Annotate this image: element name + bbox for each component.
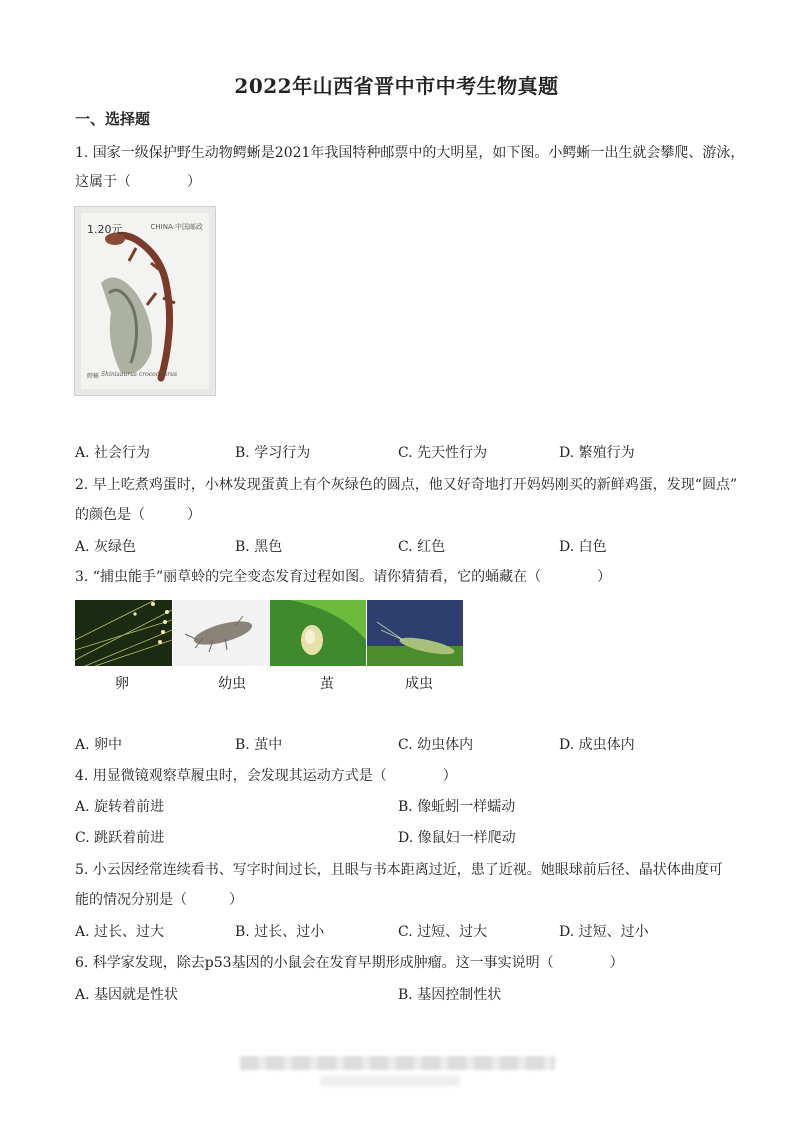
q3-option-b[interactable]: B. 茧中 bbox=[235, 737, 283, 753]
stamp-cn-name: 鳄蜥 bbox=[87, 373, 100, 380]
q3-option-a[interactable]: A. 卵中 bbox=[75, 737, 123, 753]
page-title: 2022年山西省晋中市中考生物真题 bbox=[234, 74, 559, 98]
stage-label-larva: 幼虫 bbox=[218, 676, 246, 692]
egg-photo bbox=[75, 600, 172, 666]
q5-option-c[interactable]: C. 过短、过大 bbox=[398, 924, 488, 940]
stamp-post-label: CHINA 中国邮政 bbox=[150, 223, 203, 231]
stage-label-adult: 成虫 bbox=[405, 676, 433, 692]
q5-option-d[interactable]: D. 过短、过小 bbox=[559, 924, 649, 940]
q5-text-line2: 能的情况分别是（ ） bbox=[75, 892, 243, 908]
q2-option-d[interactable]: D. 白色 bbox=[559, 539, 607, 555]
q6-text-line1: 6. 科学家发现，除去p53基因的小鼠会在发育早期形成肿瘤。这一事实说明（ ） bbox=[75, 955, 624, 971]
stage-label-cocoon: 茧 bbox=[320, 676, 334, 692]
lizard-stamp-image bbox=[74, 206, 216, 396]
footer-watermark-sub bbox=[320, 1076, 460, 1086]
footer-watermark bbox=[240, 1056, 555, 1070]
q2-text-line1: 2. 早上吃煮鸡蛋时，小林发现蛋黄上有个灰绿色的圆点，他又好奇地打开妈妈刚买的新鲜鸡蛋，发现“圆点” bbox=[75, 477, 738, 493]
larva-photo bbox=[173, 600, 269, 666]
section-heading: 一、选择题 bbox=[75, 110, 151, 128]
q2-option-a[interactable]: A. 灰绿色 bbox=[75, 539, 137, 555]
lizard-stamp-illustration bbox=[81, 213, 209, 389]
q6-option-b[interactable]: B. 基因控制性状 bbox=[398, 987, 502, 1003]
q1-text-line2: 这属于（ ） bbox=[75, 174, 201, 190]
q1-option-b[interactable]: B. 学习行为 bbox=[235, 445, 311, 461]
q2-option-c[interactable]: C. 红色 bbox=[398, 539, 446, 555]
q4-option-a[interactable]: A. 旋转着前进 bbox=[75, 799, 165, 815]
stamp-latin-name: Shinisaurus crocodilurus bbox=[101, 371, 178, 378]
q1-option-d[interactable]: D. 繁殖行为 bbox=[559, 445, 635, 461]
q5-text-line1: 5. 小云因经常连续看书、写字时间过长，且眼与书本距离过近，患了近视。她眼球前后径、晶状体曲度可 bbox=[75, 862, 723, 878]
cocoon-photo bbox=[270, 600, 366, 666]
adult-photo bbox=[367, 600, 463, 666]
stage-label-egg: 卵 bbox=[115, 676, 129, 692]
q4-option-c[interactable]: C. 跳跃着前进 bbox=[75, 830, 165, 846]
q6-option-a[interactable]: A. 基因就是性状 bbox=[75, 987, 179, 1003]
q1-option-a[interactable]: A. 社会行为 bbox=[75, 445, 151, 461]
stamp-value: 1.20元 bbox=[87, 223, 123, 236]
q4-option-d[interactable]: D. 像鼠妇一样爬动 bbox=[398, 830, 516, 846]
q3-option-d[interactable]: D. 成虫体内 bbox=[559, 737, 635, 753]
q4-text-line1: 4. 用显微镜观察草履虫时，会发现其运动方式是（ ） bbox=[75, 768, 457, 784]
q5-option-a[interactable]: A. 过长、过大 bbox=[75, 924, 165, 940]
q4-option-b[interactable]: B. 像蚯蚓一样蠕动 bbox=[398, 799, 516, 815]
q1-option-c[interactable]: C. 先天性行为 bbox=[398, 445, 488, 461]
q3-option-c[interactable]: C. 幼虫体内 bbox=[398, 737, 474, 753]
q3-text-line1: 3. “捕虫能手”丽草蛉的完全变态发育过程如图。请你猜猜看，它的蛹藏在（ ） bbox=[75, 569, 612, 585]
q1-text-line1: 1. 国家一级保护野生动物鳄蜥是2021年我国特种邮票中的大明星，如下图。小鳄蜥一出生就会攀爬、游泳， bbox=[75, 145, 745, 161]
q5-option-b[interactable]: B. 过长、过小 bbox=[235, 924, 325, 940]
q2-text-line2: 的颜色是（ ） bbox=[75, 507, 201, 523]
q2-option-b[interactable]: B. 黑色 bbox=[235, 539, 283, 555]
